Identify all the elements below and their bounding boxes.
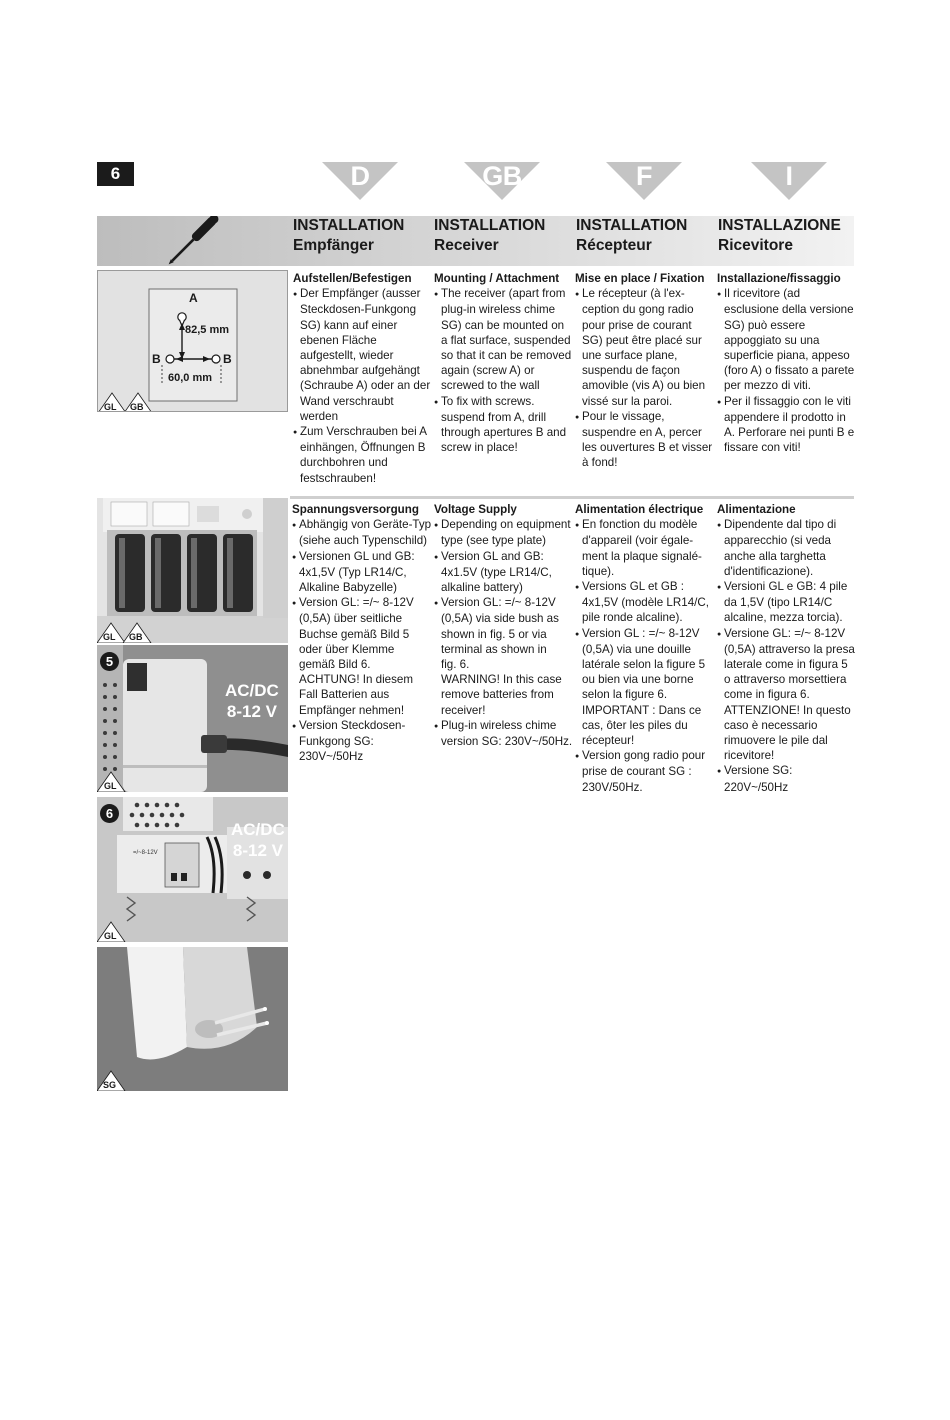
- language-marker-gb: [464, 162, 540, 200]
- list-item: ● Versione SG:: [717, 763, 857, 779]
- list-item: ● Der Empfänger (ausser: [293, 286, 431, 302]
- language-marker-i: [751, 162, 827, 200]
- list-item: ● Il ricevitore (ad: [717, 286, 857, 302]
- mounting-diagram: [97, 270, 288, 412]
- section1-column-gb: Mounting / Attachment ● The receiver (apart from plug-in wireless chime SG) can be mounted on a flat surface, suspended so that it can be removed again (screw A) or screwed to the wall ● To fix with screws. suspend from A, drill through apertures B and screw in place!: [434, 271, 574, 455]
- list-item: ● The receiver (apart from: [434, 286, 574, 302]
- hole-label-b-right: B: [223, 352, 232, 366]
- list-item: ● Versione GL: =/~ 8-12V: [717, 626, 857, 642]
- version-tag-sg: SG: [103, 1080, 117, 1090]
- version-tag-gb: GB: [130, 402, 144, 412]
- list-item: ● Per il fissaggio con le viti: [717, 394, 857, 410]
- hole-label-b-left: B: [152, 352, 161, 366]
- horizontal-dimension-label: 60,0 mm: [168, 372, 213, 384]
- language-marker-de: [322, 162, 398, 200]
- language-code: GB: [482, 161, 522, 191]
- header-gb: INSTALLATION Receiver: [434, 217, 546, 254]
- page-number: 6: [97, 162, 134, 186]
- terminal-photo: [97, 797, 288, 942]
- list-item: ● Versions GL et GB :: [575, 579, 715, 595]
- figure-number: 5: [100, 652, 119, 671]
- section2-column-de: Spannungsversorgung ● Abhängig von Geräte-Typ (siehe auch Typenschild) ● Versionen GL und GB: 4x1,5V (Typ LR14/C, Alkaline Babyzelle) ● Version GL: =/~ 8-12V (0,5A) über seitliche Buchse gemäß Bild 5 oder über Klemme gemäß Bild 6. ACHTUNG! In diesem Fall Batterien aus Empfänger nehmen! ● Version Steckdosen- Funkgong SG: 230V~/50Hz: [292, 502, 432, 764]
- list-item: ● En fonction du modèle: [575, 517, 715, 533]
- battery-photo-drawing: [97, 498, 288, 643]
- list-item: ● Version GL and GB:: [434, 549, 574, 565]
- header-de: INSTALLATION Empfänger: [293, 217, 405, 254]
- list-item: ● Versioni GL e GB: 4 pile: [717, 579, 857, 595]
- figure-number: 6: [100, 804, 119, 823]
- version-tag-gl: GL: [104, 402, 117, 412]
- language-marker-f: [606, 162, 682, 200]
- list-item: ● Version GL : =/~ 8-12V: [575, 626, 715, 642]
- list-item: ● Le récepteur (à l'ex-: [575, 286, 715, 302]
- section1-column-f: Mise en place / Fixation ● Le récepteur (à l'ex- ception du gong radio pour prise de courant SG) peut être placé sur une surface plane, suspendu de façon amovible (vis A) ou bien vissé sur la paroi. ● Pour le vissage, suspendre en A, percer les ouvertures B et visser à fond!: [575, 271, 715, 471]
- list-item: ● To fix with screws.: [434, 394, 574, 410]
- language-code: I: [785, 161, 793, 191]
- list-item: ● Version gong radio pour: [575, 748, 715, 764]
- section2-column-i: Alimentazione ● Dipendente dal tipo di apparecchio (si veda anche alla targhetta d'identificazione). ● Versioni GL e GB: 4 pile da 1,5V (tipo LR14/C alcaline, mezza torcia). ● Versione GL: =/~ 8-12V (0,5A) attraverso la presa laterale come in figura 5 o attraverso morsettiera come in figura 6. ATTENZIONE! In questo caso è necessario rimuovere le pile dal ricevitore! ● Versione SG: 220V~/50Hz: [717, 502, 857, 795]
- hole-label-a: A: [189, 291, 198, 305]
- version-tag-gb: GB: [129, 632, 143, 642]
- version-tag-gl: GL: [104, 931, 117, 941]
- list-item: ● Version Steckdosen-: [292, 718, 432, 734]
- list-item: ● Versionen GL und GB:: [292, 549, 432, 565]
- battery-compartment-photo: [97, 498, 288, 643]
- tool-cell: [97, 216, 288, 266]
- list-item: ● Plug-in wireless chime: [434, 718, 574, 734]
- list-item: ● Pour le vissage,: [575, 409, 715, 425]
- vertical-dimension-label: 82,5 mm: [185, 324, 230, 336]
- header-i: INSTALLAZIONE Ricevitore: [718, 217, 841, 254]
- section-divider: [290, 496, 854, 499]
- section1-column-de: Aufstellen/Befestigen ● Der Empfänger (ausser Steckdosen-Funkgong SG) kann auf einer ebenen Fläche aufgestellt, wieder abnehmbar aufgehängt (Schraube A) oder an der Wand verschraubt werden ● Zum Verschrauben bei A einhängen, Öffnungen B durchbohren und festschrauben!: [293, 271, 431, 486]
- list-item: ● Zum Verschrauben bei A: [293, 424, 431, 440]
- voltage-label: AC/DC 8-12 V: [225, 681, 279, 721]
- version-tag-gl: GL: [104, 781, 117, 791]
- side-socket-photo: [97, 645, 288, 792]
- language-code: F: [636, 161, 652, 191]
- language-code: D: [350, 161, 370, 191]
- header-f: INSTALLATION Récepteur: [576, 217, 688, 254]
- plug-in-chime-photo: [97, 947, 288, 1091]
- version-tag-gl: GL: [103, 632, 116, 642]
- section2-column-gb: Voltage Supply ● Depending on equipment type (see type plate) ● Version GL and GB: 4x1.5V (type LR14/C, alkaline battery) ● Version GL: =/~ 8-12V (0,5A) via side bush as shown in fig. 5 or via terminal as shown in fig. 6. WARNING! In this case remove batteries from receiver! ● Plug-in wireless chime version SG: 230V~/50Hz.: [434, 502, 574, 749]
- list-item: ● Abhängig von Geräte-Typ: [292, 517, 432, 533]
- screwdriver-icon: [97, 216, 288, 266]
- plug-in-chime-drawing: [97, 947, 288, 1091]
- list-item: ● Version GL: =/~ 8-12V: [434, 595, 574, 611]
- list-item: ● Dipendente dal tipo di: [717, 517, 857, 533]
- voltage-label: AC/DC 8-12 V: [231, 820, 285, 860]
- section1-column-i: Installazione/fissaggio ● Il ricevitore (ad esclusione della versione SG) può essere appoggiato su una superficie piana, appeso (foro A) o fissato a parete per mezzo di viti. ● Per il fissaggio con le viti appendere il prodotto in A. Perforare nei punti B e fissare con viti!: [717, 271, 857, 455]
- section2-column-f: Alimentation électrique ● En fonction du modèle d'appareil (voir égale- ment la plaque signalé- tique). ● Versions GL et GB : 4x1,5V (modèle LR14/C, pile ronde alcaline). ● Version GL : =/~ 8-12V (0,5A) via une douille latérale selon la figure 5 ou bien via une borne selon la figure 6. IMPORTANT : Dans ce cas, ôter les piles du récepteur! ● Version gong radio pour prise de courant SG : 230V/50Hz.: [575, 502, 715, 795]
- list-item: ● Depending on equipment: [434, 517, 574, 533]
- terminal-label: =/~8-12V: [133, 850, 158, 856]
- list-item: ● Version GL: =/~ 8-12V: [292, 595, 432, 611]
